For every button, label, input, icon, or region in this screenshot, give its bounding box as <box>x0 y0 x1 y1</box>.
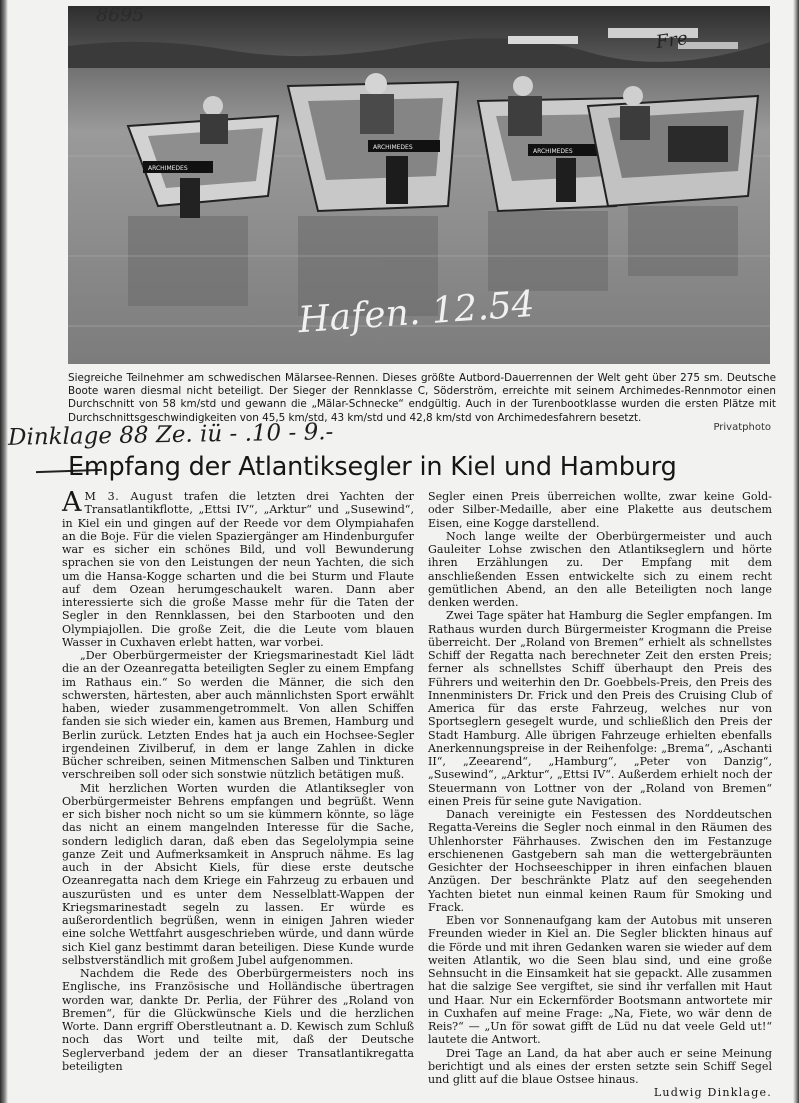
paragraph: Segler einen Preis überreichen wollte, zwar keine Gold- oder Silber-Medaille, aber eine Plakette aus deutschem Eisen, eine Kogge darstellend. <box>428 490 772 530</box>
handwritten-number: 8695 <box>96 4 145 26</box>
drop-cap: A <box>62 487 82 518</box>
photo-caption: Siegreiche Teilnehmer am schwedischen Mälarsee-Rennen. Dieses größte Autbord-Dauerrennen der Welt geht über 275 sm. Deutsche Boote waren diesmal nicht beteiligt. Der Sieger der Rennklasse C, Söderström, erreichte mit seinem Archimedes-Rennmotor einen Durchschnitt von 58 km/std und gewann die „Mälar-Schnecke“ endgültig. Auch in der Turenbootklasse wurden die ersten Plätze mit Durchschnittsgeschwindigkeiten von 45,5 km/std, 43 km/std und 42,8 km/std von Archimedesfahrern besetzt. <box>68 372 776 424</box>
paragraph: Eben vor Sonnenaufgang kam der Autobus mit unseren Freunden wieder in Kiel an. Die Segler blickten hinaus auf die Förde und mit ihren Gedanken waren sie wieder auf dem weiten Atlantik, wo die Seen blau sind, und eine große Sehnsucht in die Einsamkeit hat sie gepackt. Alle zusammen hat die salzige See vergiftet, sie sind ihr verfallen mit Haut und Haar. Nur ein Eckernförder Bootsmann antwortete mir in Cuxhafen auf meine Frage: „Na, Fiete, wo wär denn de Reis?“ — „Un för sowat gifft de Lüd nu dat veele Geld ut!“ lautete die Antwort. <box>428 914 772 1047</box>
boat-1-label: ARCHIMEDES <box>148 165 188 172</box>
handwritten-date-note: Hafen. 12.54 <box>296 283 536 342</box>
article-column-left <box>62 487 414 1073</box>
scan-edge-left <box>0 0 8 1103</box>
article-column-right <box>428 490 772 1100</box>
article-author: Ludwig Dinklage. <box>653 1086 772 1100</box>
paragraph: Noch lange weilte der Oberbürgermeister und auch Gauleiter Lohse zwischen den Atlantikseglern und hörte ihren Erzählungen zu. Der Empfang mit dem anschließenden Essen entwickelte sich zu einem recht gemütlichen Abend, an den alle Beteiligten noch lange denken werden. <box>428 529 772 609</box>
paragraph: „Der Oberbürgermeister der Kriegsmarinestadt Kiel lädt die an der Ozeanregatta beteiligten Segler zu einem Empfang im Rathaus ein.“ So werden die Männer, die sich den schwersten, härtesten, aber auch männlichsten Sport erwählt haben, wieder zusammengetrommelt. Von allen Schiffen fanden sie sich wieder ein, kamen aus Bremen, Hamburg und Berlin zurück. Letzten Endes hat ja auch ein Hochsee-Segler irgendeinen Zivilberuf, in dem er lange Zahlen in dicke Bücher schreiben, seinen Mitmenschen Salben und Tinkturen verschreiben soll oder sich sonstwie nützlich betätigen muß. <box>62 649 414 782</box>
paragraph <box>62 487 414 649</box>
paragraph: Drei Tage an Land, da hat aber auch er seine Meinung berichtigt und als eines der ersten setzte sein Schiff Segel und glitt auf die blaue Ostsee hinaus. <box>428 1046 772 1086</box>
photo-credit: Privatphoto <box>713 422 771 433</box>
scan-edge-right <box>793 0 799 1103</box>
boat-3-label: ARCHIMEDES <box>533 148 573 155</box>
paragraph-text: trafen die letzten drei Yachten der Transatlantikflotte, „Ettsi IV“, „Arktur“ und „Susewind“, in Kiel ein und gingen auf der Reede vor dem Olympiahafen an die Boje. Für die vielen Spaziergänger am Hindenburgufer war es sicher ein schönes Bild, und voll Bewunderung sprachen sie von den Leistungen der neun Yachten, die sich um die Hansa-Kogge scharten und die bei Sturm und Flaute auf dem Ozean herumgeschaukelt waren. Dann aber interessierte sich die große Masse mehr für die Taten der Segler in den Rennklassen, bei den Starbooten und den Olympiajollen. Die große Zeit, die die Leute vom blauen Wasser in Cuxhaven erlebt hatten, war vorbei. <box>62 490 414 649</box>
handwritten-author-note: Dinklage 88 Ze. iü - .10 - 9.- <box>7 419 334 451</box>
paragraph: Danach vereinigte ein Festessen des Norddeutschen Regatta-Vereins die Segler noch einmal in den Räumen des Uhlenhorster Fährhauses. Zwischen den im Festanzuge erschienenen Gastgebern sah man die wettergebräunten Gesichter der Hochseeschipper in ihren einfachen blauen Anzügen. Der beschränkte Platz auf den seegehenden Yachten bietet nun einmal keinen Raum für Smoking und Frack. <box>428 808 772 914</box>
article-headline: Empfang der Atlantiksegler in Kiel und Hamburg <box>68 452 677 482</box>
handwritten-signature: Fre <box>654 27 690 54</box>
paragraph: Zwei Tage später hat Hamburg die Segler empfangen. Im Rathaus wurden durch Bürgermeister Krogmann die Preise überreicht. Der „Roland von Bremen“ erhielt als schnellstes Schiff der Regatta nach berechneter Zeit den ersten Preis; ferner als schnellstes Schiff überhaupt den Preis des Führers und weiterhin den Dr. Goebbels-Preis, den Preis des Innenministers Dr. Frick und den Preis des Cruising Club of America für das erste Fahrzeug, welches nur von Sportseglern gesegelt wurde, und schließlich den Preis der Stadt Hamburg. Alle übrigen Fahrzeuge erhielten ebenfalls Anerkennungspreise in der Reihenfolge: „Brema“, „Aschanti II“, „Zeearend“, „Hamburg“, „Peter von Danzig“, „Susewind“, „Arktur“, „Ettsi IV“. Außerdem erhielt noch der Steuermann von Lottner von der „Roland von Bremen“ einen Preis für seine gute Navigation. <box>428 609 772 808</box>
boat-2-label: ARCHIMEDES <box>373 144 413 151</box>
lead-caps: M 3. August <box>84 490 174 503</box>
paragraph: Nachdem die Rede des Oberbürgermeisters noch ins Englische, ins Französische und Holländische übertragen worden war, dankte Dr. Perlia, der Führer des „Roland von Bremen“, für die Glückwünsche Kiels und die herzlichen Worte. Dann ergriff Oberstleutnant a. D. Kewisch zum Schluß noch das Wort und teilte mit, daß der Deutsche Seglerverband jedem der an dieser Transatlantikregatta beteiligten <box>62 967 414 1073</box>
paragraph: Mit herzlichen Worten wurden die Atlantiksegler von Oberbürgermeister Behrens empfangen und begrüßt. Wenn er sich bisher noch nicht so um sie kümmern könnte, so läge das nicht an einem mangelnden Interesse für die Sache, sondern lediglich daran, daß eben das Segelolympia seine ganze Zeit und Aufmerksamkeit in Anspruch nähme. Es lag auch in der Absicht Kiels, für diese erste deutsche Ozeanregatta nach dem Kriege ein Fahrzeug zu erbauen und auszurüsten und es unter dem Nesselblatt-Wappen der Kriegsmarinestadt segeln zu lassen. Er würde es außerordentlich begrüßen, wenn in einigen Jahren wieder eine solche Wettfahrt ausgeschrieben würde, und dann würde sich Kiel ganz bestimmt daran beteiligen. Diese Kunde wurde selbstverständlich mit großem Jubel aufgenommen. <box>62 781 414 967</box>
